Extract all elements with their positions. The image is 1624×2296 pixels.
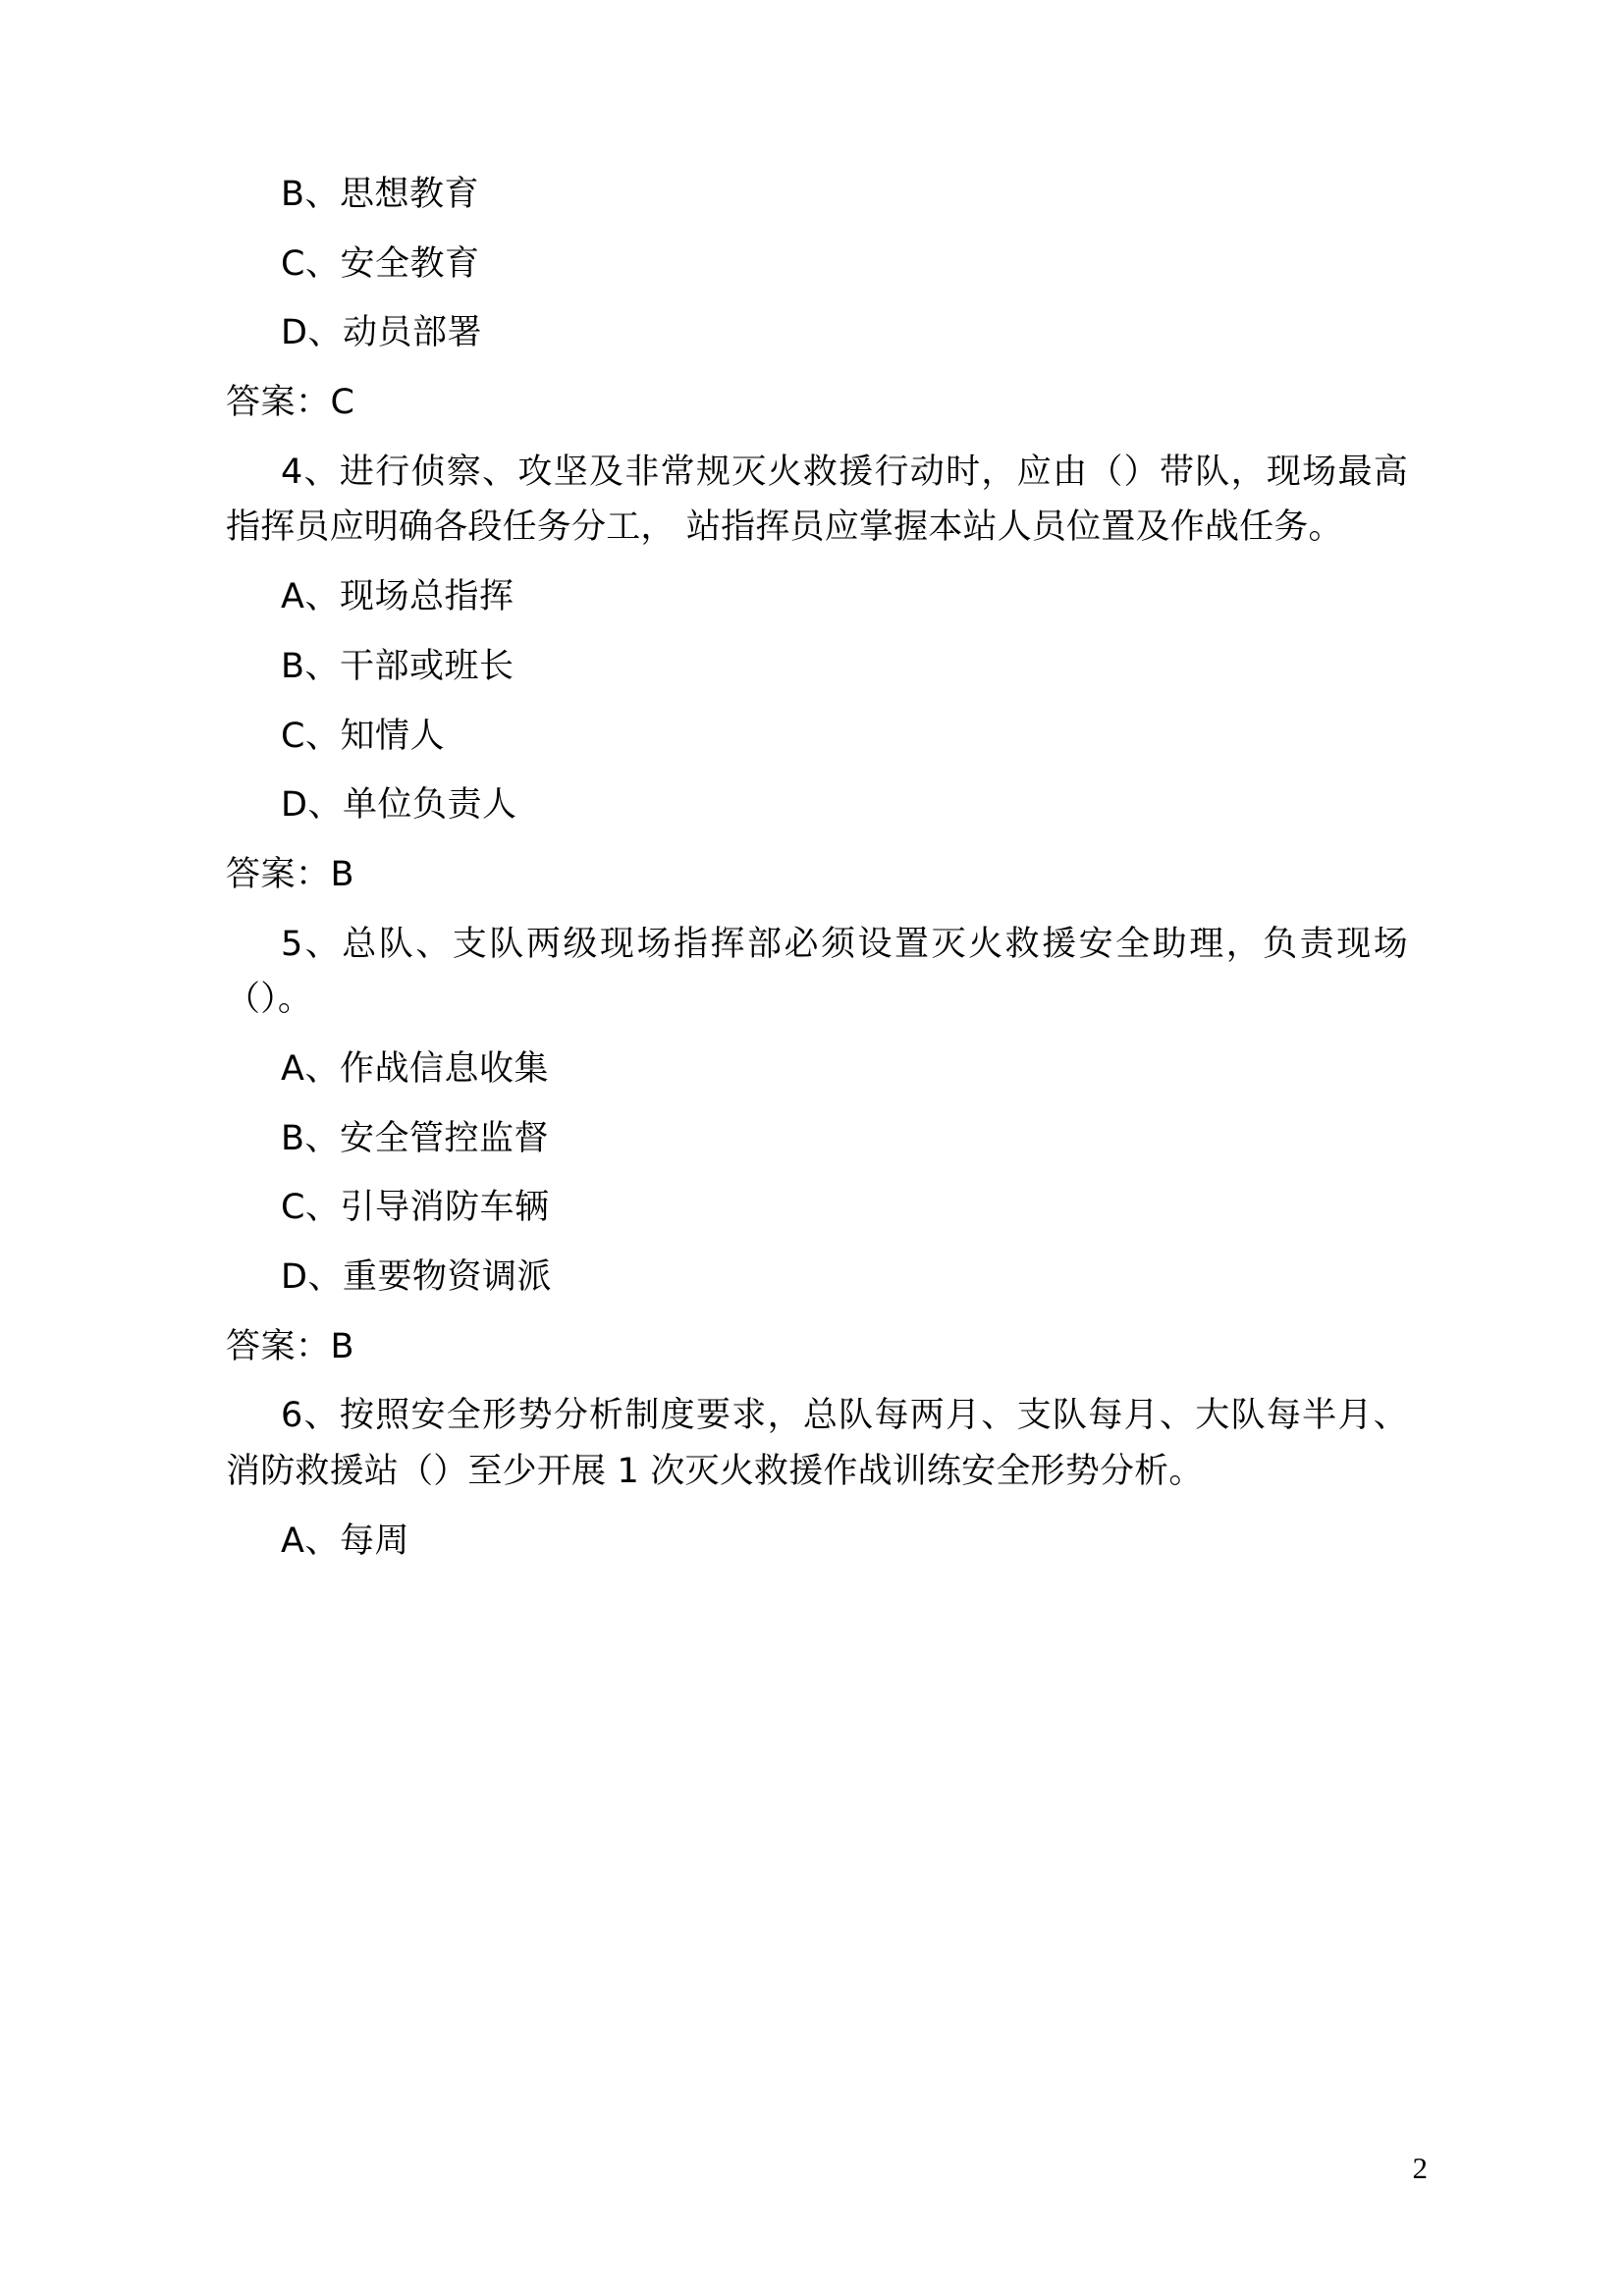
- option-item: C、引导消防车辆: [281, 1188, 550, 1228]
- option-item: A、现场总指挥: [281, 577, 514, 617]
- answer-line: 答案：B: [226, 1326, 355, 1366]
- option-item: A、每周: [281, 1521, 409, 1561]
- option-item: C、知情人: [281, 716, 445, 756]
- page-number: 2: [1412, 2151, 1428, 2185]
- question-text: 4、进行侦察、攻坚及非常规灭火救援行动时，应由（）带队，现场最高指挥员应明确各段任务分工， 站指挥员应掌握本站人员位置及作战任务。: [226, 452, 1408, 548]
- option-item: D、单位负责人: [281, 785, 517, 826]
- option-item: A、作战信息收集: [281, 1048, 549, 1089]
- question-text: 5、总队、支队两级现场指挥部必须设置灭火救援安全助理，负责现场（）。: [226, 924, 1408, 1020]
- option-item: B、干部或班长: [281, 646, 514, 686]
- document-body: [226, 167, 1408, 1569]
- option-item: B、安全管控监督: [281, 1118, 550, 1158]
- answer-line: 答案：B: [226, 854, 355, 894]
- option-item: C、安全教育: [281, 243, 480, 284]
- option-item: B、思想教育: [281, 175, 480, 214]
- option-item: D、动员部署: [281, 313, 482, 353]
- question-text: 6、按照安全形势分析制度要求，总队每两月、支队每月、大队每半月、消防救援站（）至少开展 1 次灭火救援作战训练安全形势分析。: [226, 1396, 1408, 1492]
- option-item: D、重要物资调派: [281, 1257, 552, 1297]
- answer-line: 答案：C: [226, 383, 355, 423]
